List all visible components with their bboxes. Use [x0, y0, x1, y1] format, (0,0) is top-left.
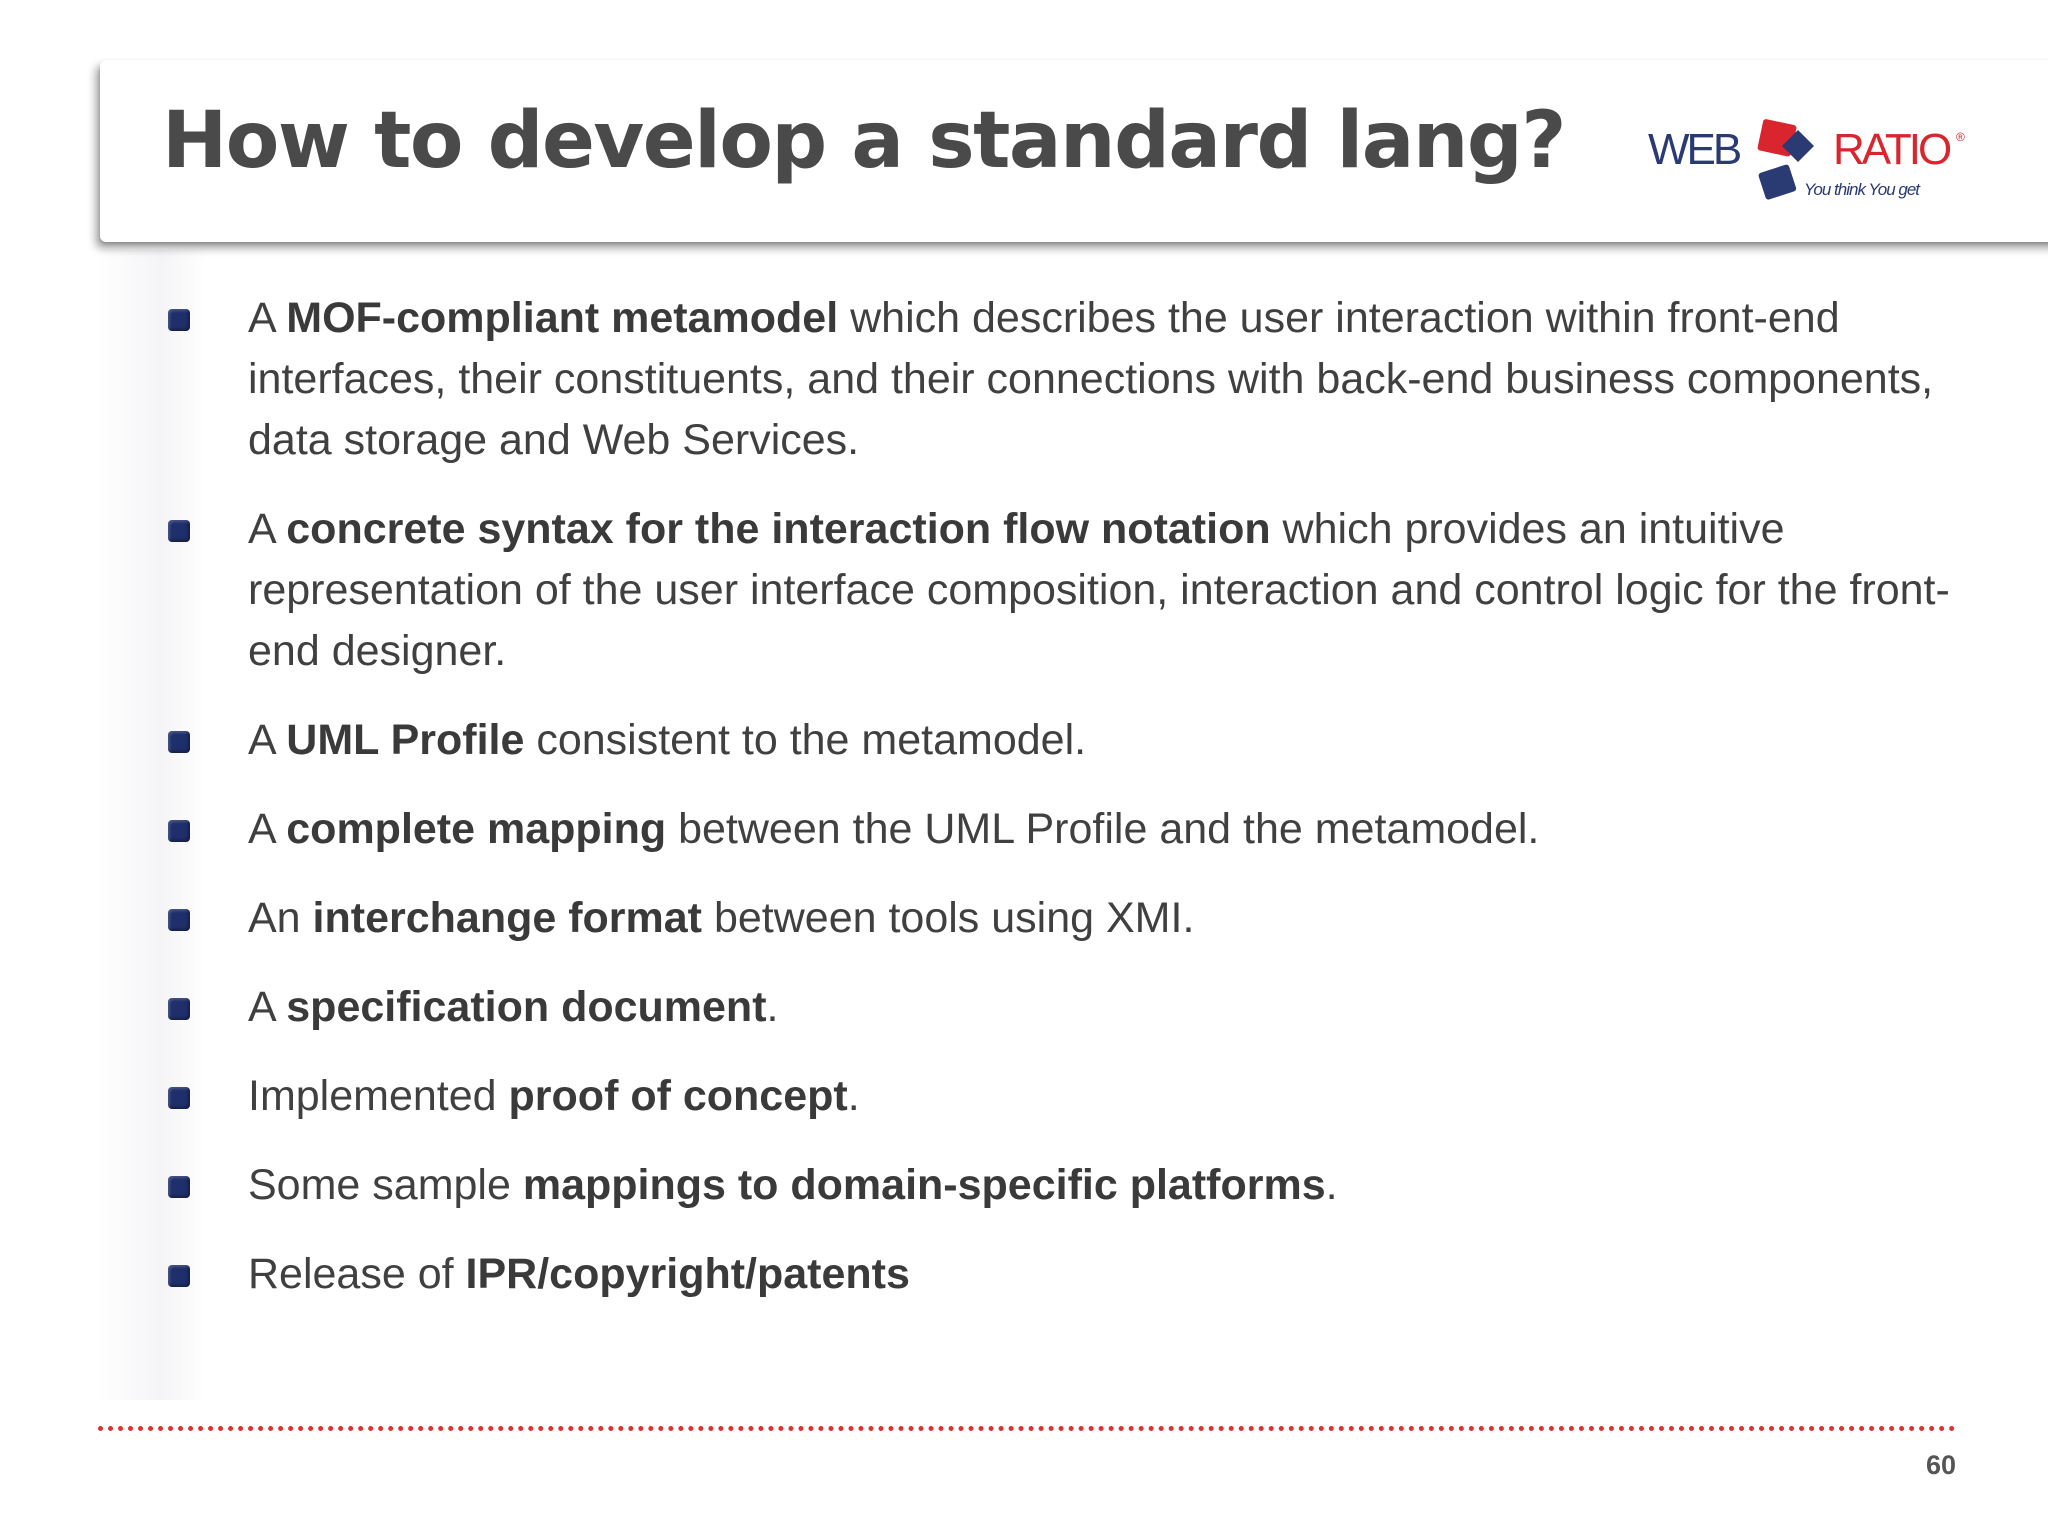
logo-word-ratio: RATIO	[1833, 125, 1950, 174]
page-title: How to develop a standard lang?	[162, 96, 1565, 186]
bullet-text: between tools using XMI.	[702, 894, 1195, 942]
bullet-text: .	[766, 983, 779, 1031]
bullet-text: which provides an intuitive representation of the user interface composition, interaction and control logic for the front-end designer.	[248, 505, 1950, 675]
square-bullet-icon	[168, 820, 190, 842]
logo-registered-mark: ®	[1956, 130, 1965, 144]
list-item	[160, 1244, 1960, 1305]
bullet-text-bold: IPR/copyright/patents	[465, 1250, 910, 1298]
bullet-text-bold: MOF-compliant metamodel	[286, 294, 839, 342]
bullet-text: A	[248, 805, 287, 853]
square-bullet-icon	[168, 731, 190, 753]
square-bullet-icon	[168, 909, 190, 931]
bullet-text: An	[248, 894, 313, 942]
bullet-text-bold: specification document	[286, 983, 767, 1031]
square-bullet-icon	[168, 998, 190, 1020]
square-bullet-icon	[168, 309, 190, 331]
square-bullet-icon	[168, 1176, 190, 1198]
list-item	[160, 888, 1960, 949]
bullet-text: Release of	[248, 1250, 466, 1298]
list-item	[160, 1066, 1960, 1127]
square-bullet-icon	[168, 520, 190, 542]
bullet-text: consistent to the metamodel.	[524, 716, 1087, 764]
bullet-text: which describes the user interaction within front-end interfaces, their constituents, and their connections with back-end business components, data storage and Web Services.	[248, 294, 1934, 464]
webratio-logo	[1648, 118, 1965, 218]
bullet-text: .	[1325, 1161, 1338, 1209]
square-bullet-icon	[168, 1087, 190, 1109]
bullet-text: Implemented	[248, 1072, 509, 1120]
list-item	[160, 977, 1960, 1038]
bullet-text-bold: complete mapping	[286, 805, 667, 853]
list-item	[160, 710, 1960, 771]
list-item	[160, 288, 1960, 471]
bullet-text: A	[248, 983, 287, 1031]
bullet-text: A	[248, 294, 287, 342]
page-number: 60	[1925, 1450, 1956, 1480]
list-item	[160, 1155, 1960, 1216]
bullet-text: Some sample	[248, 1161, 523, 1209]
logo-tagline: You think You get	[1804, 180, 1920, 199]
list-item	[160, 799, 1960, 860]
square-bullet-icon	[168, 1265, 190, 1287]
bullet-text-bold: UML Profile	[286, 716, 525, 764]
list-item	[160, 499, 1960, 682]
bullet-list	[160, 288, 1960, 1333]
bullet-text-bold: concrete syntax for the interaction flow notation	[286, 505, 1271, 553]
bullet-text: .	[847, 1072, 860, 1120]
bullet-text-bold: mappings to domain-specific platforms	[522, 1161, 1326, 1209]
bullet-text-bold: proof of concept	[508, 1072, 848, 1120]
bullet-text: A	[248, 716, 287, 764]
bullet-text: between the UML Profile and the metamodel.	[666, 805, 1540, 853]
bullet-text-bold: interchange format	[312, 894, 703, 942]
logo-word-web: WEB	[1648, 125, 1740, 174]
footer-divider	[98, 1426, 1956, 1431]
bullet-text: A	[248, 505, 287, 553]
